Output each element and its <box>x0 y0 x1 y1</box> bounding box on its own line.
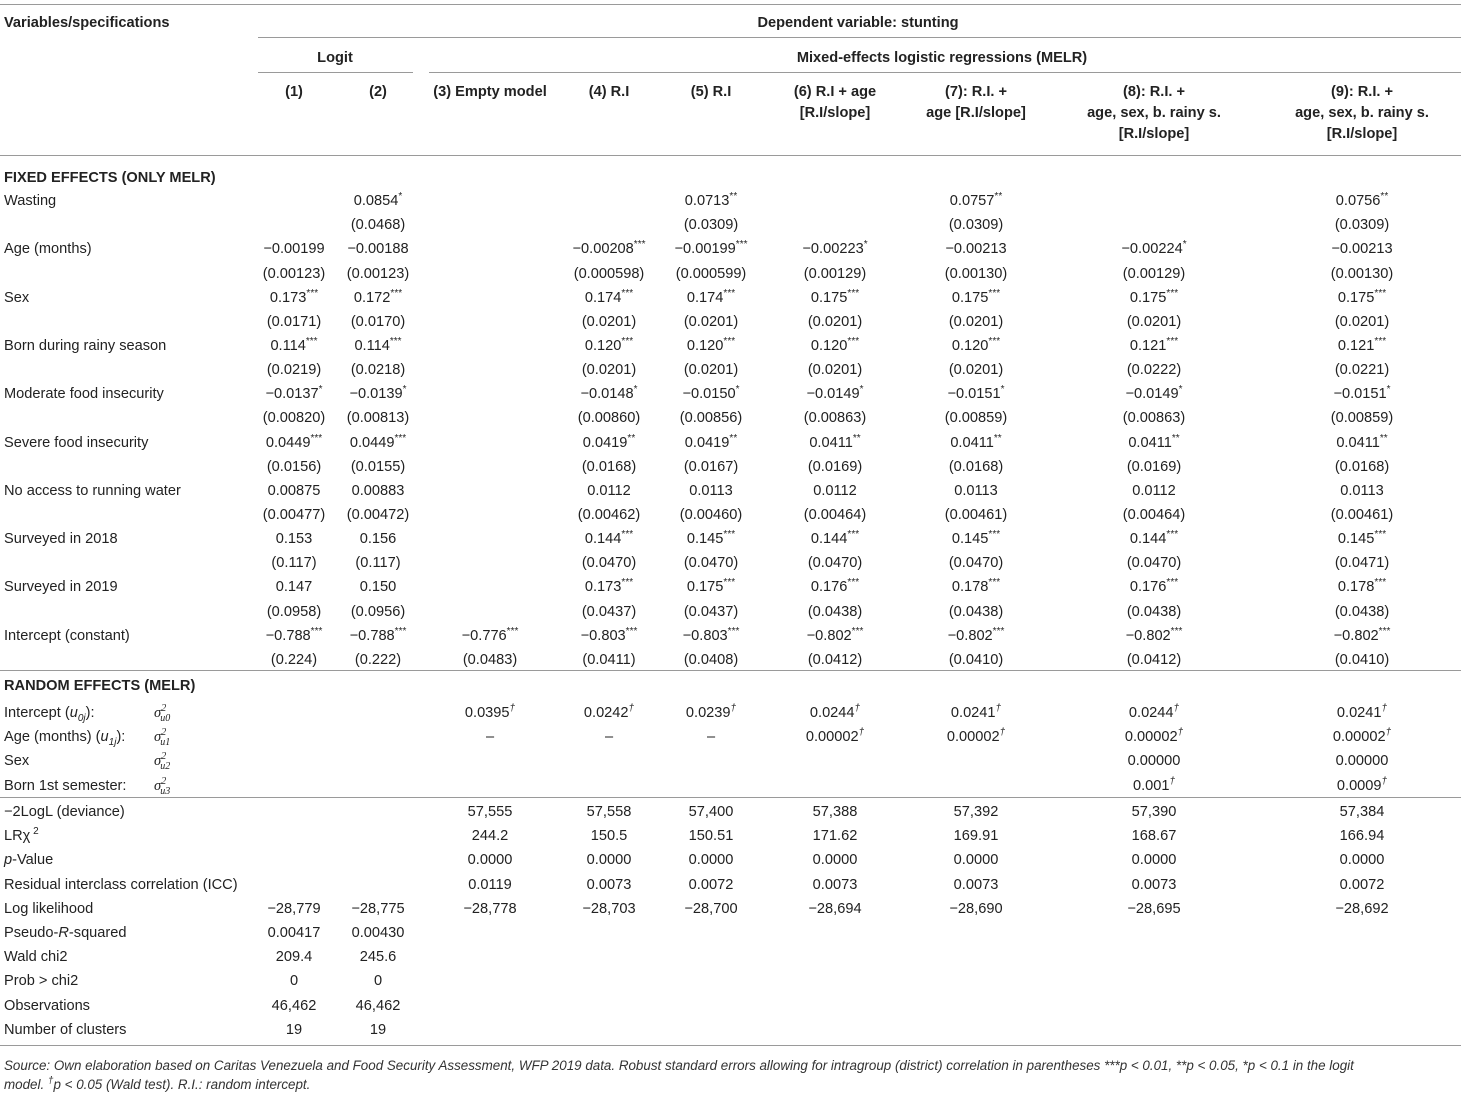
coefficient-cell: 0.0449*** <box>349 432 407 451</box>
standard-error-cell: (0.00863) <box>1122 410 1186 427</box>
row-label: Severe food insecurity <box>4 434 149 451</box>
coefficient-cell: −0.802*** <box>947 625 1005 644</box>
standard-error-cell: (0.0412) <box>807 651 863 668</box>
fixed-effects-section-label: FIXED EFFECTS (ONLY MELR) <box>4 170 216 186</box>
coefficient-cell: 0.173*** <box>584 577 634 596</box>
random-effect-label: Intercept $(u_{0j})$: <box>4 705 95 724</box>
coefficient-cell: 0.0113 <box>1340 482 1384 499</box>
standard-error-cell: (0.0411) <box>582 651 636 668</box>
standard-error-cell: (0.0168) <box>948 458 1004 475</box>
standard-error-cell: (0.0168) <box>581 458 637 475</box>
coefficient-cell: −0.0151* <box>1333 384 1391 403</box>
column-header-line: (3) Empty model <box>433 84 547 100</box>
standard-error-cell: (0.0471) <box>1334 555 1390 572</box>
coefficient-cell: 0.176*** <box>810 577 860 596</box>
column-header-9 <box>1295 82 1429 145</box>
standard-error-cell: (0.0437) <box>581 603 637 620</box>
row-label: Intercept (constant) <box>4 627 130 644</box>
statistic-cell: 0.0000 <box>688 852 734 869</box>
coefficient-cell: 0.114*** <box>270 336 318 354</box>
row-label: Sex <box>4 289 30 306</box>
coefficient-cell: −0.0148* <box>580 384 638 403</box>
coefficient-cell: 0.120*** <box>951 336 1001 354</box>
coefficient-cell: 0.174*** <box>584 287 634 306</box>
statistic-cell: 46,462 <box>355 997 401 1014</box>
statistic-cell: 0.0073 <box>812 876 858 893</box>
coefficient-cell: 0.120*** <box>584 336 634 354</box>
column-header-line: (9): R.I. + <box>1330 84 1394 100</box>
column-header-line: age, sex, b. rainy s. <box>1295 105 1429 121</box>
column-header-line: [R.I/slope] <box>1326 126 1398 142</box>
coefficient-cell: −0.802*** <box>1125 625 1183 644</box>
standard-error-cell: (0.00123) <box>262 265 326 282</box>
statistic-cell: 0.0073 <box>953 876 999 893</box>
statistic-cell: 0.0000 <box>467 852 513 869</box>
coefficient-cell: 0.121*** <box>1337 336 1387 354</box>
coefficient-cell: −0.00224* <box>1121 239 1187 258</box>
standard-error-cell: (0.0410) <box>948 651 1004 668</box>
standard-error-cell: (0.00129) <box>803 265 867 282</box>
random-effect-label: Sex <box>4 753 30 770</box>
standard-error-cell: (0.0410) <box>1334 651 1390 668</box>
variance-cell: 0.0244† <box>1128 703 1180 721</box>
standard-error-cell: (0.000599) <box>675 265 747 282</box>
statistic-cell: 171.62 <box>812 828 858 845</box>
statistic-cell: 0.0073 <box>586 876 632 893</box>
standard-error-cell: (0.0201) <box>1126 313 1182 330</box>
column-header-line: (6) R.I + age <box>793 84 877 100</box>
standard-error-cell: (0.0171) <box>266 313 322 330</box>
coefficient-cell: 0.175*** <box>686 577 736 596</box>
statistic-cell: 57,400 <box>688 804 734 820</box>
row-label: Wasting <box>4 193 57 209</box>
statistic-cell: 168.67 <box>1131 828 1177 845</box>
standard-error-cell: (0.0309) <box>948 217 1004 234</box>
standard-error-cell: (0.117) <box>355 555 401 572</box>
statistic-cell: 0.00430 <box>351 925 405 941</box>
coefficient-cell: 0.178*** <box>1337 577 1387 596</box>
statistic-cell: 150.5 <box>590 828 628 845</box>
coefficient-cell: 0.0112 <box>1132 482 1176 499</box>
coefficient-cell: 0.121*** <box>1129 336 1179 354</box>
statistic-cell: −28,703 <box>582 900 636 917</box>
coefficient-cell: 0.00883 <box>351 482 405 499</box>
standard-error-cell: (0.0201) <box>948 313 1004 330</box>
statistic-cell: −28,778 <box>463 900 517 917</box>
coefficient-cell: 0.0713** <box>684 191 738 209</box>
standard-error-cell: (0.0201) <box>581 362 637 379</box>
statistic-cell: 0.0000 <box>1339 852 1385 869</box>
statistic-cell: 19 <box>285 1021 303 1038</box>
row-label: Surveyed in 2018 <box>4 531 118 548</box>
logit-underline <box>258 72 413 73</box>
logit-group-header: Logit <box>317 50 353 66</box>
coefficient-cell: −0.00213 <box>1331 241 1393 258</box>
footnote-line-2-rest: p < 0.05 (Wald test). R.I.: random intercept. <box>53 1077 311 1092</box>
random-effects-bottom-rule <box>0 797 1461 798</box>
coefficient-cell: 0.00875 <box>267 482 321 499</box>
statistic-cell: 0.0000 <box>812 852 858 869</box>
column-header-line: age [R.I/slope] <box>926 105 1026 121</box>
standard-error-cell: (0.0170) <box>350 313 406 330</box>
table-bottom-rule <box>0 1045 1461 1046</box>
variance-cell: 0.0395† <box>464 703 516 721</box>
column-header-line: (2) <box>369 84 387 100</box>
statistic-label: Prob > chi2 <box>4 973 79 990</box>
coefficient-cell: −0.0137* <box>265 384 323 403</box>
coefficient-cell: 0.0854* <box>353 191 403 209</box>
standard-error-cell: (0.0169) <box>1126 458 1182 475</box>
row-label: No access to running water <box>4 482 181 499</box>
statistic-cell: −28,695 <box>1127 900 1181 917</box>
standard-error-cell: (0.00123) <box>346 265 410 282</box>
variance-symbol: $\sigma^2_{u2}$ <box>154 751 171 773</box>
coefficient-cell: 0.0113 <box>689 482 733 499</box>
statistic-label: Number of clusters <box>4 1021 127 1038</box>
standard-error-cell: (0.0438) <box>948 603 1004 620</box>
variance-symbol: $\sigma^2_{u1}$ <box>154 727 171 749</box>
statistic-cell: −28,775 <box>351 900 405 917</box>
coefficient-cell: −0.803*** <box>580 625 638 644</box>
coefficient-cell: 0.153 <box>275 531 313 548</box>
row-label: Born during rainy season <box>4 337 167 354</box>
coefficient-cell: 0.114*** <box>354 336 402 354</box>
header-bottom-rule <box>0 155 1461 156</box>
standard-error-cell: (0.0958) <box>266 603 322 620</box>
coefficient-cell: 0.0113 <box>954 482 998 499</box>
coefficient-cell: 0.0411** <box>1336 432 1388 451</box>
footnote-line-2-prefix: model. <box>4 1077 48 1092</box>
standard-error-cell: (0.0156) <box>266 458 322 475</box>
standard-error-cell: (0.00856) <box>679 410 743 427</box>
statistic-cell: 57,392 <box>953 804 999 820</box>
coefficient-cell: −0.0151* <box>947 384 1005 403</box>
coefficient-cell: −0.00199 <box>263 241 325 258</box>
column-header-8 <box>1087 82 1221 145</box>
standard-error-cell: (0.0201) <box>1334 313 1390 330</box>
statistic-cell: 150.51 <box>688 828 734 845</box>
statistic-label: Pseudo-R-squared <box>4 925 127 941</box>
standard-error-cell: (0.00461) <box>1330 507 1394 523</box>
coefficient-cell: −0.0149* <box>1125 384 1183 403</box>
standard-error-cell: (0.0437) <box>683 603 739 620</box>
standard-error-cell: (0.0169) <box>807 458 863 475</box>
table-top-rule <box>0 4 1461 5</box>
variance-cell: 0.0242† <box>583 703 635 721</box>
statistic-cell: 0 <box>289 973 299 990</box>
standard-error-cell: (0.0438) <box>807 603 863 620</box>
statistic-cell: 0.0072 <box>1339 876 1385 893</box>
coefficient-cell: 0.145*** <box>1337 529 1387 548</box>
coefficient-cell: 0.0411** <box>1128 432 1180 451</box>
coefficient-cell: 0.0449*** <box>265 432 323 451</box>
statistic-label: Observations <box>4 997 90 1014</box>
variance-cell: 0.0241† <box>1336 703 1388 721</box>
standard-error-cell: (0.0222) <box>1126 362 1182 379</box>
statistic-cell: −28,700 <box>684 900 738 917</box>
column-header-line: (5) R.I <box>690 84 732 100</box>
standard-error-cell: (0.0219) <box>266 362 322 379</box>
statistic-cell: 19 <box>369 1021 387 1038</box>
melr-group-header: Mixed-effects logistic regressions (MELR) <box>796 50 1088 66</box>
statistic-label: Log likelihood <box>4 900 94 917</box>
variance-cell: 0.00002† <box>1124 727 1184 746</box>
standard-error-cell: (0.000598) <box>573 265 645 282</box>
variance-symbol: $\sigma^2_{u0}$ <box>154 703 171 724</box>
coefficient-cell: −0.00223* <box>802 239 868 258</box>
coefficient-cell: 0.175*** <box>1337 287 1387 306</box>
column-header-7 <box>926 82 1026 124</box>
coefficient-cell: −0.0149* <box>806 384 864 403</box>
standard-error-cell: (0.0221) <box>1334 362 1390 379</box>
statistic-cell: 46,462 <box>271 997 317 1014</box>
variance-symbol: $\sigma^2_{u3}$ <box>154 775 171 797</box>
standard-error-cell: (0.0201) <box>948 362 1004 379</box>
variance-cell: 0.00002† <box>805 727 865 746</box>
statistic-cell: 0.0072 <box>688 876 734 893</box>
standard-error-cell: (0.222) <box>354 651 402 668</box>
standard-error-cell: (0.00863) <box>803 410 867 427</box>
row-label: Surveyed in 2019 <box>4 579 118 596</box>
variance-cell: – <box>485 729 495 746</box>
standard-error-cell: (0.00464) <box>1122 507 1186 523</box>
standard-error-cell: (0.0956) <box>350 603 406 620</box>
statistic-label: LRχ $^2$ <box>4 826 39 845</box>
coefficient-cell: 0.0112 <box>587 482 631 499</box>
column-header-2 <box>369 82 387 103</box>
coefficient-cell: 0.156 <box>359 531 397 548</box>
column-header-line: (7): R.I. + <box>944 84 1008 100</box>
column-header-line: [R.I/slope] <box>799 105 871 121</box>
standard-error-cell: (0.00460) <box>679 507 743 523</box>
standard-error-cell: (0.0483) <box>462 651 518 668</box>
coefficient-cell: 0.178*** <box>951 577 1001 596</box>
coefficient-cell: −0.00199*** <box>674 239 748 258</box>
standard-error-cell: (0.00860) <box>577 410 641 427</box>
variance-cell: 0.00002† <box>1332 727 1392 746</box>
statistic-label: −2LogL (deviance) <box>4 804 125 820</box>
column-header-line: [R.I/slope] <box>1118 126 1190 142</box>
statistic-cell: 0.0073 <box>1131 876 1177 893</box>
variance-cell: – <box>604 729 614 746</box>
column-header-line: (4) R.I <box>588 84 630 100</box>
coefficient-cell: 0.0411** <box>950 432 1002 451</box>
coefficient-cell: −0.00213 <box>945 241 1007 258</box>
statistic-label: Wald chi2 <box>4 949 68 966</box>
row-label: Moderate food insecurity <box>4 386 164 403</box>
coefficient-cell: 0.0419** <box>582 432 636 451</box>
standard-error-cell: (0.0168) <box>1334 458 1390 475</box>
random-effect-label: Age (months) $(u_{1j})$: <box>4 729 126 749</box>
column-header-line: (8): R.I. + <box>1122 84 1186 100</box>
standard-error-cell: (0.0201) <box>807 362 863 379</box>
statistic-cell: 57,555 <box>467 804 513 820</box>
coefficient-cell: 0.144*** <box>810 529 860 548</box>
statistic-cell: 0.0000 <box>953 852 999 869</box>
standard-error-cell: (0.00464) <box>803 507 867 523</box>
coefficient-cell: −0.00208*** <box>572 239 646 258</box>
column-header-4 <box>589 82 630 103</box>
coefficient-cell: 0.174*** <box>686 287 736 306</box>
standard-error-cell: (0.0167) <box>683 458 739 475</box>
coefficient-cell: 0.172*** <box>353 287 403 306</box>
statistic-cell: −28,694 <box>808 900 862 917</box>
coefficient-cell: 0.0757** <box>949 191 1003 209</box>
column-header-1 <box>285 82 303 103</box>
coefficient-cell: 0.120*** <box>686 336 736 354</box>
statistic-cell: −28,692 <box>1335 900 1389 917</box>
standard-error-cell: (0.0470) <box>948 555 1004 572</box>
standard-error-cell: (0.0155) <box>350 458 406 475</box>
fixed-effects-bottom-rule <box>0 670 1461 671</box>
coefficient-cell: −0.802*** <box>806 625 864 644</box>
statistic-cell: 169.91 <box>953 828 999 845</box>
coefficient-cell: 0.120*** <box>810 336 860 354</box>
standard-error-cell: (0.0408) <box>683 651 739 668</box>
coefficient-cell: 0.176*** <box>1129 577 1179 596</box>
coefficient-cell: 0.175*** <box>1129 287 1179 306</box>
coefficient-cell: −0.0150* <box>682 384 740 403</box>
column-header-3 <box>433 82 547 103</box>
dependent-variable-header: Dependent variable: stunting <box>757 15 959 31</box>
statistic-cell: 0.00417 <box>267 925 321 941</box>
standard-error-cell: (0.00462) <box>577 507 641 523</box>
coefficient-cell: −0.0139* <box>349 384 407 403</box>
statistic-cell: −28,779 <box>267 900 321 917</box>
standard-error-cell: (0.00130) <box>1330 265 1394 282</box>
column-header-6 <box>794 82 876 124</box>
coefficient-cell: −0.788*** <box>349 625 407 644</box>
coefficient-cell: 0.144*** <box>1129 529 1179 548</box>
standard-error-cell: (0.00129) <box>1122 265 1186 282</box>
coefficient-cell: −0.802*** <box>1333 625 1391 644</box>
random-effects-section-label: RANDOM EFFECTS (MELR) <box>4 678 196 694</box>
standard-error-cell: (0.0201) <box>683 362 739 379</box>
statistic-cell: 57,558 <box>586 804 632 820</box>
standard-error-cell: (0.0438) <box>1334 603 1390 620</box>
statistic-label: p-Value <box>4 852 54 869</box>
coefficient-cell: 0.144*** <box>584 529 634 548</box>
standard-error-cell: (0.0470) <box>683 555 739 572</box>
column-header-line: age, sex, b. rainy s. <box>1087 105 1221 121</box>
variance-cell: 0.0244† <box>809 703 861 721</box>
statistic-cell: 166.94 <box>1339 828 1385 845</box>
statistic-cell: 57,388 <box>812 804 858 820</box>
standard-error-cell: (0.0309) <box>683 217 739 234</box>
coefficient-cell: 0.145*** <box>951 529 1001 548</box>
statistic-cell: 0.0000 <box>586 852 632 869</box>
standard-error-cell: (0.0412) <box>1126 651 1182 668</box>
melr-underline <box>429 72 1461 73</box>
column-header-line: (1) <box>285 84 303 100</box>
variance-cell: – <box>706 729 716 746</box>
statistic-cell: 57,384 <box>1339 804 1385 820</box>
standard-error-cell: (0.00813) <box>346 410 410 427</box>
standard-error-cell: (0.0309) <box>1334 217 1390 234</box>
standard-error-cell: (0.0470) <box>581 555 637 572</box>
variance-cell: 0.00000 <box>1127 753 1181 770</box>
column-header-5 <box>691 82 732 103</box>
coefficient-cell: 0.150 <box>359 579 397 596</box>
standard-error-cell: (0.117) <box>271 555 317 572</box>
coefficient-cell: 0.0419** <box>684 432 738 451</box>
dependent-underline <box>258 37 1461 38</box>
coefficient-cell: −0.00188 <box>347 241 409 258</box>
random-effect-label: Born 1st semester: <box>4 777 127 794</box>
variance-cell: 0.00000 <box>1335 753 1389 770</box>
standard-error-cell: (0.0201) <box>807 313 863 330</box>
variance-cell: 0.00002† <box>946 727 1006 746</box>
statistic-cell: 0 <box>373 973 383 990</box>
footnote-dagger: † <box>47 1075 54 1087</box>
statistic-cell: 244.2 <box>471 828 509 845</box>
coefficient-cell: 0.147 <box>275 579 313 596</box>
coefficient-cell: 0.175*** <box>810 287 860 306</box>
standard-error-cell: (0.0201) <box>683 313 739 330</box>
standard-error-cell: (0.224) <box>270 651 318 668</box>
statistic-cell: 0.0119 <box>468 876 512 893</box>
row-label: Age (months) <box>4 241 92 258</box>
standard-error-cell: (0.0201) <box>581 313 637 330</box>
variance-cell: 0.0241† <box>950 703 1002 721</box>
standard-error-cell: (0.0438) <box>1126 603 1182 620</box>
statistic-cell: −28,690 <box>949 900 1003 917</box>
standard-error-cell: (0.00859) <box>944 410 1008 427</box>
coefficient-cell: 0.173*** <box>269 287 319 306</box>
table-footnote <box>4 1056 1456 1094</box>
standard-error-cell: (0.0470) <box>1126 555 1182 572</box>
standard-error-cell: (0.00130) <box>944 265 1008 282</box>
coefficient-cell: 0.175*** <box>951 287 1001 306</box>
coefficient-cell: −0.803*** <box>682 625 740 644</box>
coefficient-cell: 0.145*** <box>686 529 736 548</box>
standard-error-cell: (0.0218) <box>350 362 406 379</box>
coefficient-cell: −0.788*** <box>265 625 323 644</box>
statistic-label: Residual interclass correlation (ICC) <box>4 876 238 893</box>
standard-error-cell: (0.00461) <box>944 507 1008 523</box>
coefficient-cell: 0.0411** <box>809 432 861 451</box>
variance-cell: 0.0239† <box>685 703 737 721</box>
standard-error-cell: (0.0470) <box>807 555 863 572</box>
standard-error-cell: (0.00820) <box>262 410 326 427</box>
statistic-cell: 57,390 <box>1131 804 1177 820</box>
coefficient-cell: 0.0756** <box>1335 191 1389 209</box>
coefficient-cell: 0.0112 <box>813 482 857 499</box>
coefficient-cell: −0.776*** <box>461 625 519 644</box>
statistic-cell: 0.0000 <box>1131 852 1177 869</box>
variance-cell: 0.0009† <box>1336 775 1388 794</box>
variance-cell: 0.001† <box>1132 775 1176 794</box>
standard-error-cell: (0.00472) <box>346 507 410 523</box>
standard-error-cell: (0.00859) <box>1330 410 1394 427</box>
statistic-cell: 209.4 <box>275 949 313 966</box>
variables-header: Variables/specifications <box>4 15 170 31</box>
standard-error-cell: (0.00477) <box>262 507 326 523</box>
footnote-line-1: Source: Own elaboration based on Caritas Venezuela and Food Security Assessment, WFP 2019 data. Robust standard errors allowing for intragroup (district) correlation in parentheses ***p < 0.01, **p < 0.05, *p < 0.1 in the logit <box>4 1058 1354 1073</box>
standard-error-cell: (0.0468) <box>350 217 406 234</box>
statistic-cell: 245.6 <box>359 949 397 966</box>
